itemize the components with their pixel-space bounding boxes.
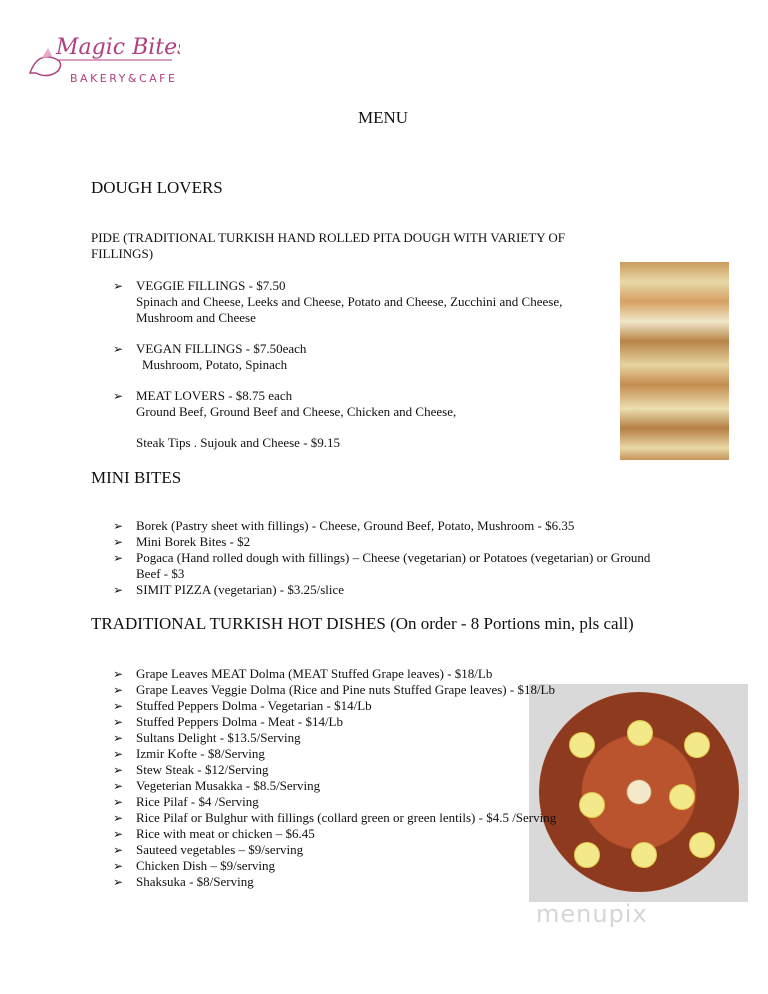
bullet-arrow-icon: ➢ bbox=[113, 683, 124, 697]
dolma-platter-photo bbox=[529, 684, 748, 902]
bullet-arrow-icon: ➢ bbox=[113, 535, 124, 549]
bullet-arrow-icon: ➢ bbox=[113, 389, 124, 403]
menu-item-text: Mini Borek Bites - $2 bbox=[136, 534, 251, 549]
section-heading-hot-dishes: TRADITIONAL TURKISH HOT DISHES (On order - 8 Portions min, pls call) bbox=[91, 614, 634, 633]
menupix-watermark: menupix bbox=[536, 900, 648, 928]
bullet-arrow-icon: ➢ bbox=[113, 875, 124, 889]
menu-item-text: Pogaca (Hand rolled dough with fillings) – Cheese (vegetarian) or Potatoes (vegetarian) or Ground bbox=[136, 550, 651, 565]
section-heading-dough-lovers: DOUGH LOVERS bbox=[91, 178, 223, 197]
bullet-arrow-icon: ➢ bbox=[113, 779, 124, 793]
pide-photo bbox=[620, 262, 729, 460]
bullet-arrow-icon: ➢ bbox=[113, 519, 124, 533]
menu-item-text: Stuffed Peppers Dolma - Meat - $14/Lb bbox=[136, 714, 343, 729]
menu-item-text: Rice with meat or chicken – $6.45 bbox=[136, 826, 315, 841]
menu-item-text: SIMIT PIZZA (vegetarian) - $3.25/slice bbox=[136, 582, 345, 597]
section-heading-mini-bites: MINI BITES bbox=[91, 468, 182, 487]
bullet-arrow-icon: ➢ bbox=[113, 551, 124, 565]
menu-item-text: Grape Leaves Veggie Dolma (Rice and Pine nuts Stuffed Grape leaves) - $18/Lb bbox=[136, 682, 556, 697]
bullet-arrow-icon: ➢ bbox=[113, 715, 124, 729]
bullet-arrow-icon: ➢ bbox=[113, 342, 124, 356]
menu-item-text: Sultans Delight - $13.5/Serving bbox=[136, 730, 301, 745]
menu-item-text: Rice Pilaf - $4 /Serving bbox=[136, 794, 259, 809]
menu-item-text: Sauteed vegetables – $9/serving bbox=[136, 842, 304, 857]
pide-title-cont: FILLINGS) bbox=[91, 246, 154, 261]
bullet-arrow-icon: ➢ bbox=[113, 859, 124, 873]
menu-item-text: Rice Pilaf or Bulghur with fillings (collard green or green lentils) - $4.5 /Serving bbox=[136, 810, 557, 825]
bullet-arrow-icon: ➢ bbox=[113, 827, 124, 841]
bullet-arrow-icon: ➢ bbox=[113, 763, 124, 777]
pide-title: PIDE (TRADITIONAL TURKISH HAND ROLLED PITA DOUGH WITH VARIETY OF bbox=[91, 230, 566, 245]
bullet-arrow-icon: ➢ bbox=[113, 811, 124, 825]
menu-item-text: Izmir Kofte - $8/Serving bbox=[136, 746, 265, 761]
menu-item-text: Beef - $3 bbox=[136, 566, 185, 581]
menu-item-text: Chicken Dish – $9/serving bbox=[136, 858, 276, 873]
menu-item-text: Shaksuka - $8/Serving bbox=[136, 874, 254, 889]
magic-bites-logo bbox=[20, 18, 180, 92]
menu-item-text: Borek (Pastry sheet with fillings) - Cheese, Ground Beef, Potato, Mushroom - $6.35 bbox=[136, 518, 575, 533]
menu-item-text: Vegeterian Musakka - $8.5/Serving bbox=[136, 778, 321, 793]
bullet-arrow-icon: ➢ bbox=[113, 583, 124, 597]
bullet-arrow-icon: ➢ bbox=[113, 747, 124, 761]
menu-page: Magic Bites BAKERY&CAFE MENU DOUGH LOVERS PIDE (TRADITIONAL TURKISH HAND ROLLED PITA DOUGH WITH VARIETY OF FILLINGS) ➢ VEGGIE FILLINGS - $7.50 Spinach and Cheese, Leeks and Cheese, Potato and Cheese, Zucchini and Cheese, Mushroom and Cheese ➢ VEGAN FILLINGS - $7.50each Mushroom, Potato, Spinach ➢ MEAT LOVERS - $8.75 each Ground Beef, Ground Beef and Cheese, Chicken and Cheese, Steak Tips . Sujouk and Cheese - $9.15 MINI BITES ➢ Borek (Pastry sheet with fillings) - Cheese, Ground Beef, Potato, Mushroom - $6.35 ➢ Mini Borek Bites - $2 ➢ Pogaca (Hand rolled dough with fillings) – Cheese (vegetarian) or Potatoes (vegetarian) or Ground Beef - $3 ➢ SIMIT PIZZA (vegetarian) - $3.25/slice TRADITIONAL TURKISH HOT DISHES (On order - 8 Portions min, pls call) ➢ Grape Leaves MEAT Dolma (MEAT Stuffed Grape leaves) - $18/Lb ➢ Grape Leaves Veggie Dolma (Rice and Pine nuts Stuffed Grape leaves) - $18/Lb ➢ Stuffed Peppers Dolma - Vegetarian - $14/Lb ➢ Stuffed Peppers Dolma - Meat - $14/Lb ➢ Sultans Delight - $13.5/Serving ➢ Izmir Kofte - $8/Serving ➢ Stew Steak - $12/Serving ➢ Vegeterian Musakka - $8.5/Serving ➢ Rice Pilaf - $4 /Serving ➢ Rice Pilaf or Bulghur with fillings (collard green or green lentils) - $4.5 /Serving ➢ Rice with meat or chicken – $6.45 ➢ Sauteed vegetables – $9/serving ➢ Chicken Dish – $9/serving ➢ Shaksuka - $8/Serving menupix bbox=[0, 0, 768, 994]
bullet-arrow-icon: ➢ bbox=[113, 731, 124, 745]
svg-text:Magic Bites: Magic Bites bbox=[56, 35, 180, 60]
bullet-arrow-icon: ➢ bbox=[113, 279, 124, 293]
bullet-arrow-icon: ➢ bbox=[113, 667, 124, 681]
svg-text:BAKERY&CAFE: BAKERY&CAFE bbox=[70, 72, 178, 85]
bullet-arrow-icon: ➢ bbox=[113, 843, 124, 857]
bullet-arrow-icon: ➢ bbox=[113, 795, 124, 809]
menu-item-text: Stew Steak - $12/Serving bbox=[136, 762, 269, 777]
menu-item-text: Grape Leaves MEAT Dolma (MEAT Stuffed Grape leaves) - $18/Lb bbox=[136, 666, 493, 681]
menu-title: MENU bbox=[358, 108, 409, 127]
menu-item-text: Stuffed Peppers Dolma - Vegetarian - $14/Lb bbox=[136, 698, 372, 713]
bullet-arrow-icon: ➢ bbox=[113, 699, 124, 713]
